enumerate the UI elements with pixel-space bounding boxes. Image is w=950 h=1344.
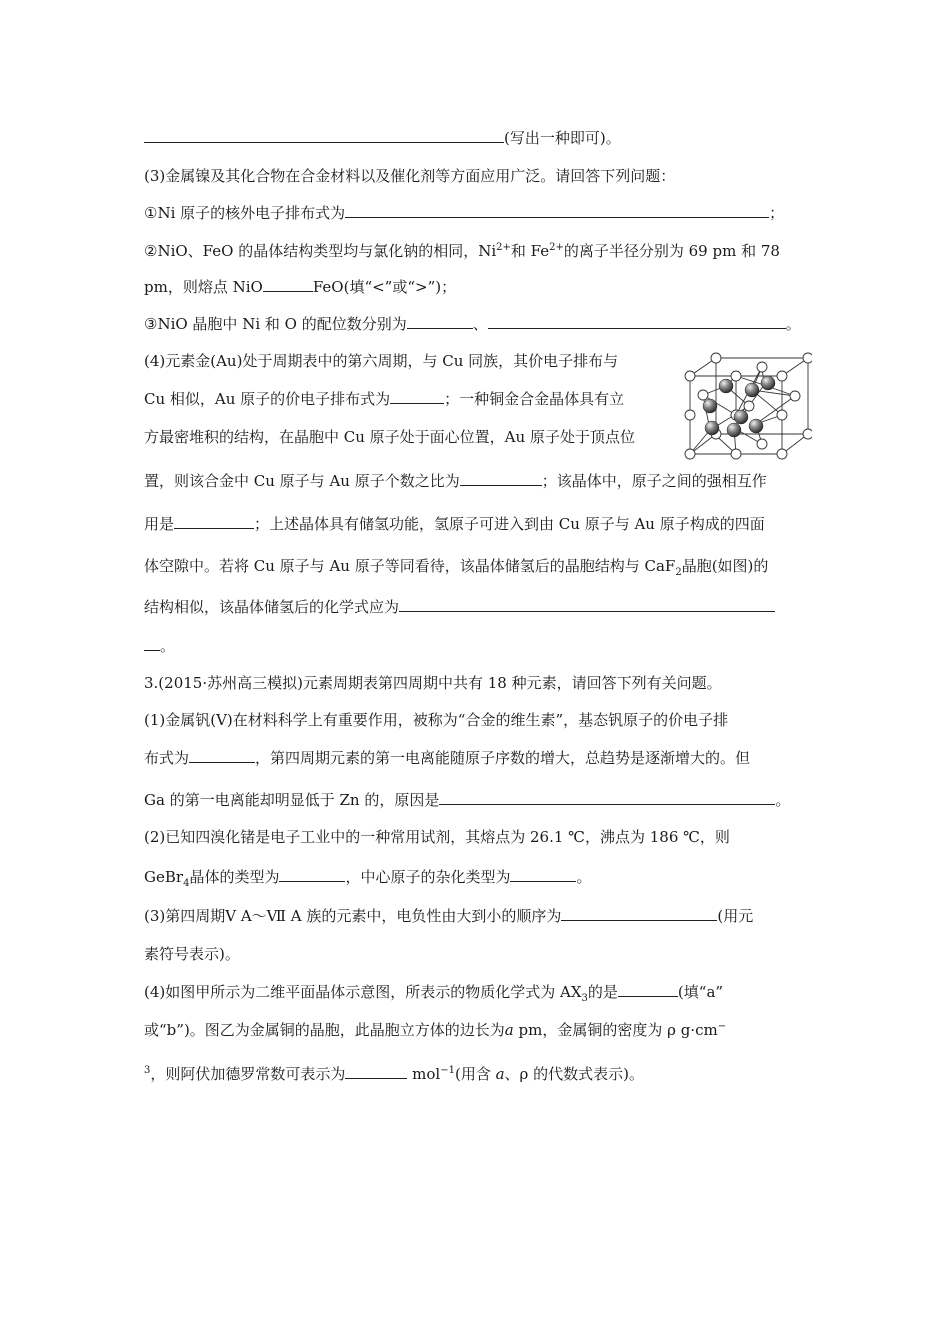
text: pm，金属铜的密度为 ρ g·cm	[513, 1021, 718, 1039]
text: (4)元素金(Au)处于周期表中的第六周期，与 Cu 同族，其价电子排布与	[144, 352, 619, 370]
q4-text-8	[144, 635, 175, 657]
text: 晶胞(如图)的	[681, 557, 769, 575]
text: ；上述晶体具有储氢功能，氢原子可进入到由 Cu 原子与 Au 原子构成的四面	[254, 515, 765, 533]
text: (1)金属钒(V)在材料科学上有重要作用，被称为“合金的维生素”，基态钒原子的价电子排	[144, 711, 729, 729]
text: ②NiO、FeO 的晶体结构类型均与氯化钠的相同，Ni	[144, 242, 497, 260]
answer-blank[interactable]	[510, 867, 576, 882]
answer-blank[interactable]	[144, 636, 160, 651]
answer-blank[interactable]	[345, 1064, 407, 1079]
q4-text-3	[144, 426, 635, 448]
superscript: 2+	[496, 242, 511, 253]
q4-text-5	[144, 513, 765, 535]
q3-part1	[144, 202, 784, 224]
p3-text-2	[144, 943, 240, 965]
text: (用元	[717, 907, 754, 925]
subscript: 2	[675, 567, 682, 578]
text: mol	[407, 1065, 441, 1083]
text: 、	[472, 315, 488, 333]
answer-blank[interactable]	[345, 203, 769, 218]
inner-atoms	[703, 376, 775, 437]
q3-part3	[144, 313, 801, 335]
text: 和 Fe	[510, 242, 550, 260]
text: ；	[769, 204, 785, 222]
superscript: −1	[440, 1065, 455, 1076]
text: Cu 相似，Au 原子的价电子排布式为	[144, 390, 391, 408]
text: 结构相似，该晶体储氢后的化学式应为	[144, 598, 400, 616]
text: 、ρ 的代数式表示)。	[504, 1065, 644, 1083]
answer-blank[interactable]	[144, 128, 504, 143]
text: (填“a”	[677, 983, 724, 1001]
q4-text-1	[144, 350, 618, 372]
superscript: −	[717, 1021, 727, 1032]
text: 或“b”)。图乙为金属铜的晶胞，此晶胞立方体的边长为	[144, 1021, 505, 1039]
text: ③NiO 晶胞中 Ni 和 O 的配位数分别为	[144, 315, 407, 333]
text: 素符号表示)。	[144, 945, 240, 963]
text: 3.(2015·苏州高三模拟)元素周期表第四周期中共有 18 种元素，请回答下列有关问题。	[144, 674, 722, 692]
variable: a	[504, 1021, 514, 1039]
q4-text-6	[144, 555, 768, 577]
text: 的是	[587, 983, 618, 1001]
subscript: 3	[581, 993, 588, 1004]
answer-blank[interactable]	[279, 867, 345, 882]
p4-text-2	[144, 1019, 726, 1041]
p3-text-1	[144, 905, 753, 927]
text: 置，则该合金中 Cu 原子与 Au 原子个数之比为	[144, 472, 460, 490]
text: 方最密堆积的结构，在晶胞中 Cu 原子处于面心位置，Au 原子处于顶点位	[144, 428, 635, 446]
q3-part2-cont	[144, 276, 456, 298]
answer-blank[interactable]	[390, 389, 444, 404]
text: (写出一种即可)。	[504, 129, 621, 147]
answer-blank[interactable]	[618, 982, 678, 997]
question-3-header	[144, 672, 722, 694]
subscript: 4	[183, 878, 190, 889]
superscript: 3	[144, 1065, 151, 1076]
text: pm，则熔点 NiO	[144, 278, 263, 296]
text: ，中心原子的杂化类型为	[345, 868, 511, 886]
q4-text-7	[144, 596, 775, 618]
text: (3)第四周期Ⅴ A～Ⅶ A 族的元素中，电负性由大到小的顺序为	[144, 907, 562, 925]
text: ①Ni 原子的核外电子排布式为	[144, 204, 346, 222]
text: ；该晶体中，原子之间的强相互作	[541, 472, 767, 490]
p2-text-2	[144, 866, 591, 888]
text: (用含	[454, 1065, 496, 1083]
p1-text-2	[144, 747, 750, 769]
question-3-intro	[144, 165, 675, 187]
text: 。	[576, 868, 592, 886]
q3-part2	[144, 240, 780, 262]
text: 布式为	[144, 749, 190, 767]
text: FeO(填“<”或“>”)；	[312, 278, 457, 296]
text: (4)如图甲所示为二维平面晶体示意图，所表示的物质化学式为 AX	[144, 983, 582, 1001]
text: 晶体的类型为	[189, 868, 280, 886]
answer-blank[interactable]	[561, 906, 717, 921]
text: ，则阿伏加德罗常数可表示为	[150, 1065, 346, 1083]
answer-blank[interactable]	[174, 514, 254, 529]
variable: a	[495, 1065, 505, 1083]
p4-text-3	[144, 1063, 644, 1085]
q4-text-4	[144, 470, 767, 492]
answer-blank[interactable]	[460, 471, 542, 486]
text: Ga 的第一电离能却明显低于 Zn 的，原因是	[144, 791, 440, 809]
p2-text-1	[144, 826, 730, 848]
caf2-unit-cell-figure	[684, 350, 812, 462]
superscript: 2+	[549, 242, 564, 253]
text: 体空隙中。若将 Cu 原子与 Au 原子等同看待，该晶体储氢后的晶胞结构与 CaF	[144, 557, 676, 575]
text: 用是	[144, 515, 175, 533]
text: 。	[775, 791, 791, 809]
text: (3)金属镍及其化合物在合金材料以及催化剂等方面应用广泛。请回答下列问题：	[144, 167, 676, 185]
text: 的离子半径分别为 69 pm 和 78	[563, 242, 780, 260]
p1-text-3	[144, 789, 790, 811]
q4-text-2	[144, 388, 624, 410]
text: (2)已知四溴化锗是电子工业中的一种常用试剂，其熔点为 26.1 ℃，沸点为 186 ℃，则	[144, 828, 730, 846]
text: ，第四周期元素的第一电离能随原子序数的增大，总趋势是逐渐增大的。但	[255, 749, 751, 767]
text: 。	[160, 637, 176, 655]
answer-blank[interactable]	[439, 790, 775, 805]
text: ；一种铜金合金晶体具有立	[444, 390, 625, 408]
text: 。	[785, 315, 801, 333]
text: GeBr	[144, 868, 184, 886]
answer-blank[interactable]	[399, 597, 775, 612]
p1-text-1	[144, 709, 728, 731]
answer-blank[interactable]	[189, 748, 255, 763]
p4-text-1	[144, 981, 723, 1003]
answer-blank[interactable]	[488, 314, 786, 329]
answer-blank[interactable]	[407, 314, 473, 329]
answer-line-1	[144, 127, 621, 149]
answer-blank[interactable]	[263, 277, 313, 292]
